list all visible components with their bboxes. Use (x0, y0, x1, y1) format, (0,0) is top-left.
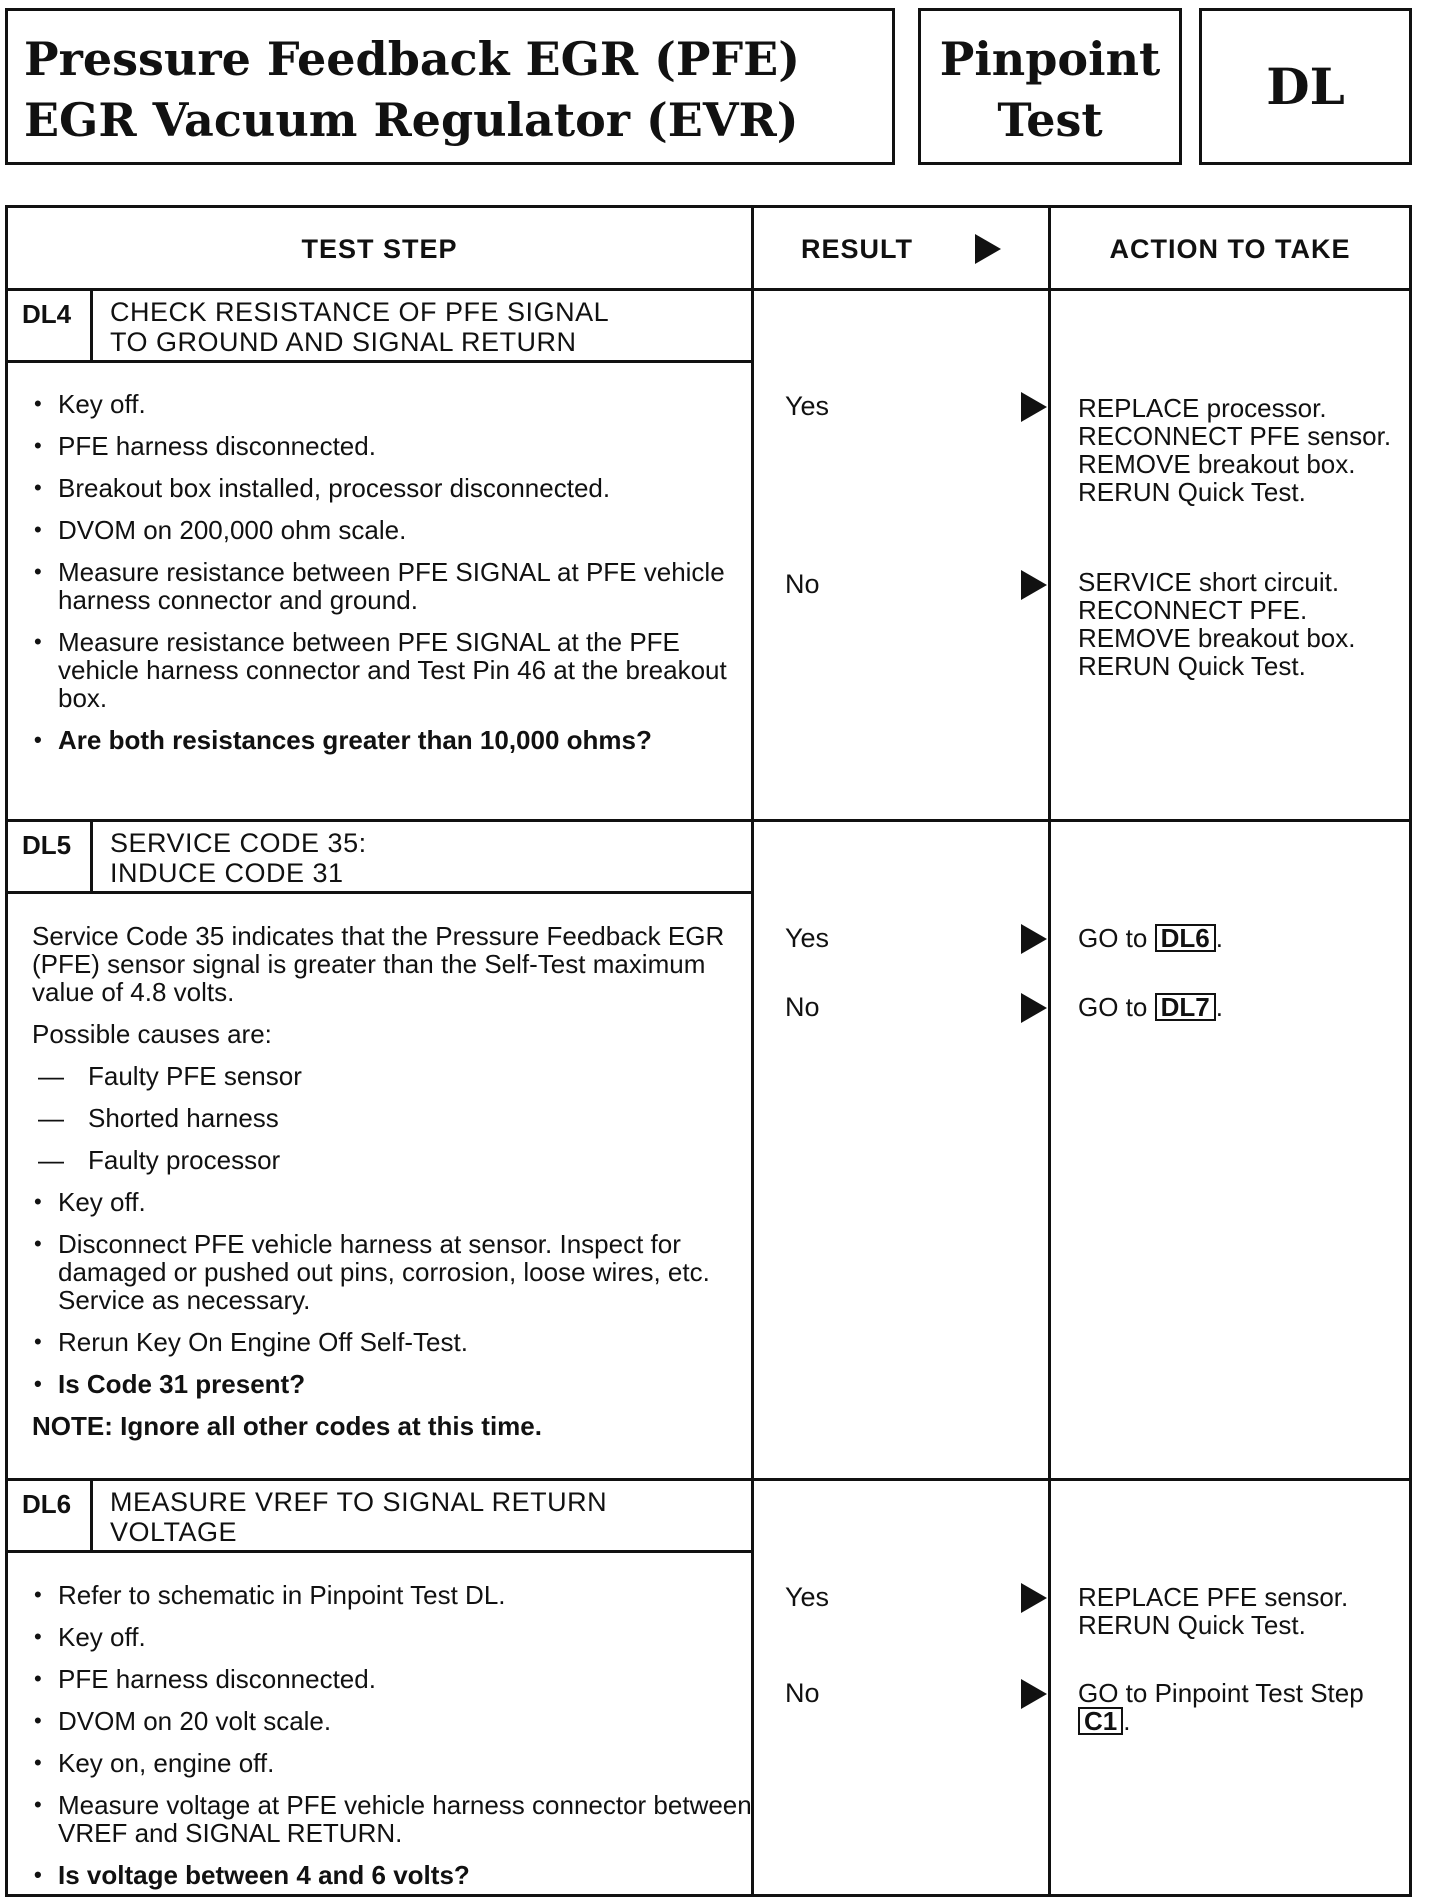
column-header-test-step: TEST STEP (301, 233, 458, 264)
instruction-item: • Disconnect PFE vehicle harness at sensor. Inspect for damaged or pushed out pins, corrosion, loose wires, etc. Service as necessary. (32, 1230, 752, 1314)
result-yes: Yes (785, 1582, 830, 1612)
action-text: GO to Pinpoint Test Step C1 . (1078, 1678, 1364, 1736)
step-id: DL5 (22, 830, 72, 860)
title-line-2: EGR Vacuum Regulator (EVR) (24, 93, 799, 147)
step-title-divider (8, 891, 751, 894)
test-type-line-2: Test (997, 93, 1103, 147)
test-code-box (1199, 8, 1412, 165)
step-id-divider (90, 822, 93, 893)
step-title: SERVICE CODE 35: INDUCE CODE 31 (110, 828, 367, 888)
instruction-item: • Measure resistance between PFE SIGNAL at the PFE vehicle harness connector and Test Pin 46 at the breakout box. (32, 628, 752, 712)
cause-item: — Shorted harness (32, 1104, 752, 1132)
step-id: DL4 (22, 299, 72, 329)
action-text: REPLACE processor. RECONNECT PFE sensor. REMOVE breakout box. RERUN Quick Test. (1078, 393, 1392, 507)
row-divider (8, 819, 1409, 822)
test-type-line-1: Pinpoint (939, 32, 1161, 86)
step-reference: C1 (1078, 1707, 1123, 1735)
arrow-right-icon (1021, 924, 1047, 954)
instruction-item: • Key on, engine off. (32, 1749, 752, 1777)
arrow-right-icon (1021, 993, 1047, 1023)
step-question: • Is voltage between 4 and 6 volts? (32, 1861, 752, 1889)
test-code: DL (1266, 57, 1345, 116)
arrow-right-icon (1021, 392, 1047, 422)
cause-item: — Faulty PFE sensor (32, 1062, 752, 1090)
test-table (5, 205, 1412, 1897)
action-text: GO to DL6 . (1078, 923, 1223, 953)
step-title-divider (8, 360, 751, 363)
arrow-right-icon (1021, 570, 1047, 600)
page-title (5, 8, 895, 165)
step-question: • Are both resistances greater than 10,000 ohms? (32, 726, 752, 754)
instruction-item: • DVOM on 20 volt scale. (32, 1707, 752, 1735)
cause-item: — Faulty processor (32, 1146, 752, 1174)
instruction-item: • Refer to schematic in Pinpoint Test DL. (32, 1581, 752, 1609)
arrow-right-icon (1021, 1583, 1047, 1613)
step-reference: DL7 (1155, 993, 1216, 1021)
column-header-result: RESULT (754, 208, 1048, 290)
instruction-item: • PFE harness disconnected. (32, 1665, 752, 1693)
step-question: • Is Code 31 present? (32, 1370, 752, 1398)
result-no: No (785, 569, 820, 599)
step-instructions (32, 1581, 752, 1903)
result-no: No (785, 1678, 820, 1708)
result-no: No (785, 992, 820, 1022)
instruction-item: • Measure resistance between PFE SIGNAL at PFE vehicle harness connector and ground. (32, 558, 752, 614)
title-line-1: Pressure Feedback EGR (PFE) (24, 32, 800, 86)
instruction-item: • Measure voltage at PFE vehicle harness connector between VREF and SIGNAL RETURN. (32, 1791, 752, 1847)
test-type-box (918, 8, 1182, 165)
column-header-action: ACTION TO TAKE (1109, 233, 1351, 264)
instruction-item: • DVOM on 200,000 ohm scale. (32, 516, 752, 544)
instruction-item: • PFE harness disconnected. (32, 432, 752, 460)
step-id: DL6 (22, 1489, 72, 1519)
step-intro: Service Code 35 indicates that the Pressure Feedback EGR (PFE) sensor signal is greater than the Self-Test maximum value of 4.8 volts. (32, 921, 725, 1007)
row-divider (8, 1478, 1409, 1481)
arrow-right-icon (1021, 1679, 1047, 1709)
action-text: SERVICE short circuit. RECONNECT PFE. REMOVE breakout box. RERUN Quick Test. (1078, 567, 1356, 681)
step-reference: DL6 (1155, 924, 1216, 952)
arrow-right-icon (975, 234, 1001, 264)
step-title: CHECK RESISTANCE OF PFE SIGNAL TO GROUND AND SIGNAL RETURN (110, 297, 610, 357)
result-yes: Yes (785, 391, 830, 421)
causes-label: Possible causes are: (32, 1019, 272, 1049)
action-text: GO to DL7 . (1078, 992, 1223, 1022)
instruction-item: • Rerun Key On Engine Off Self-Test. (32, 1328, 752, 1356)
step-id-divider (90, 1481, 93, 1552)
result-yes: Yes (785, 923, 830, 953)
instruction-item: • Key off. (32, 1623, 752, 1651)
step-note: NOTE: Ignore all other codes at this time. (32, 1411, 542, 1441)
step-title: MEASURE VREF TO SIGNAL RETURN VOLTAGE (110, 1487, 608, 1547)
step-id-divider (90, 291, 93, 362)
step-instructions (32, 390, 752, 768)
instruction-item: • Key off. (32, 390, 752, 418)
column-divider (1048, 208, 1051, 1894)
action-text: REPLACE PFE sensor. RERUN Quick Test. (1078, 1582, 1349, 1640)
instruction-item: • Key off. (32, 1188, 752, 1216)
instruction-item: • Breakout box installed, processor disconnected. (32, 474, 752, 502)
header-divider (8, 288, 1409, 291)
step-instructions (32, 922, 752, 1454)
step-title-divider (8, 1550, 751, 1553)
